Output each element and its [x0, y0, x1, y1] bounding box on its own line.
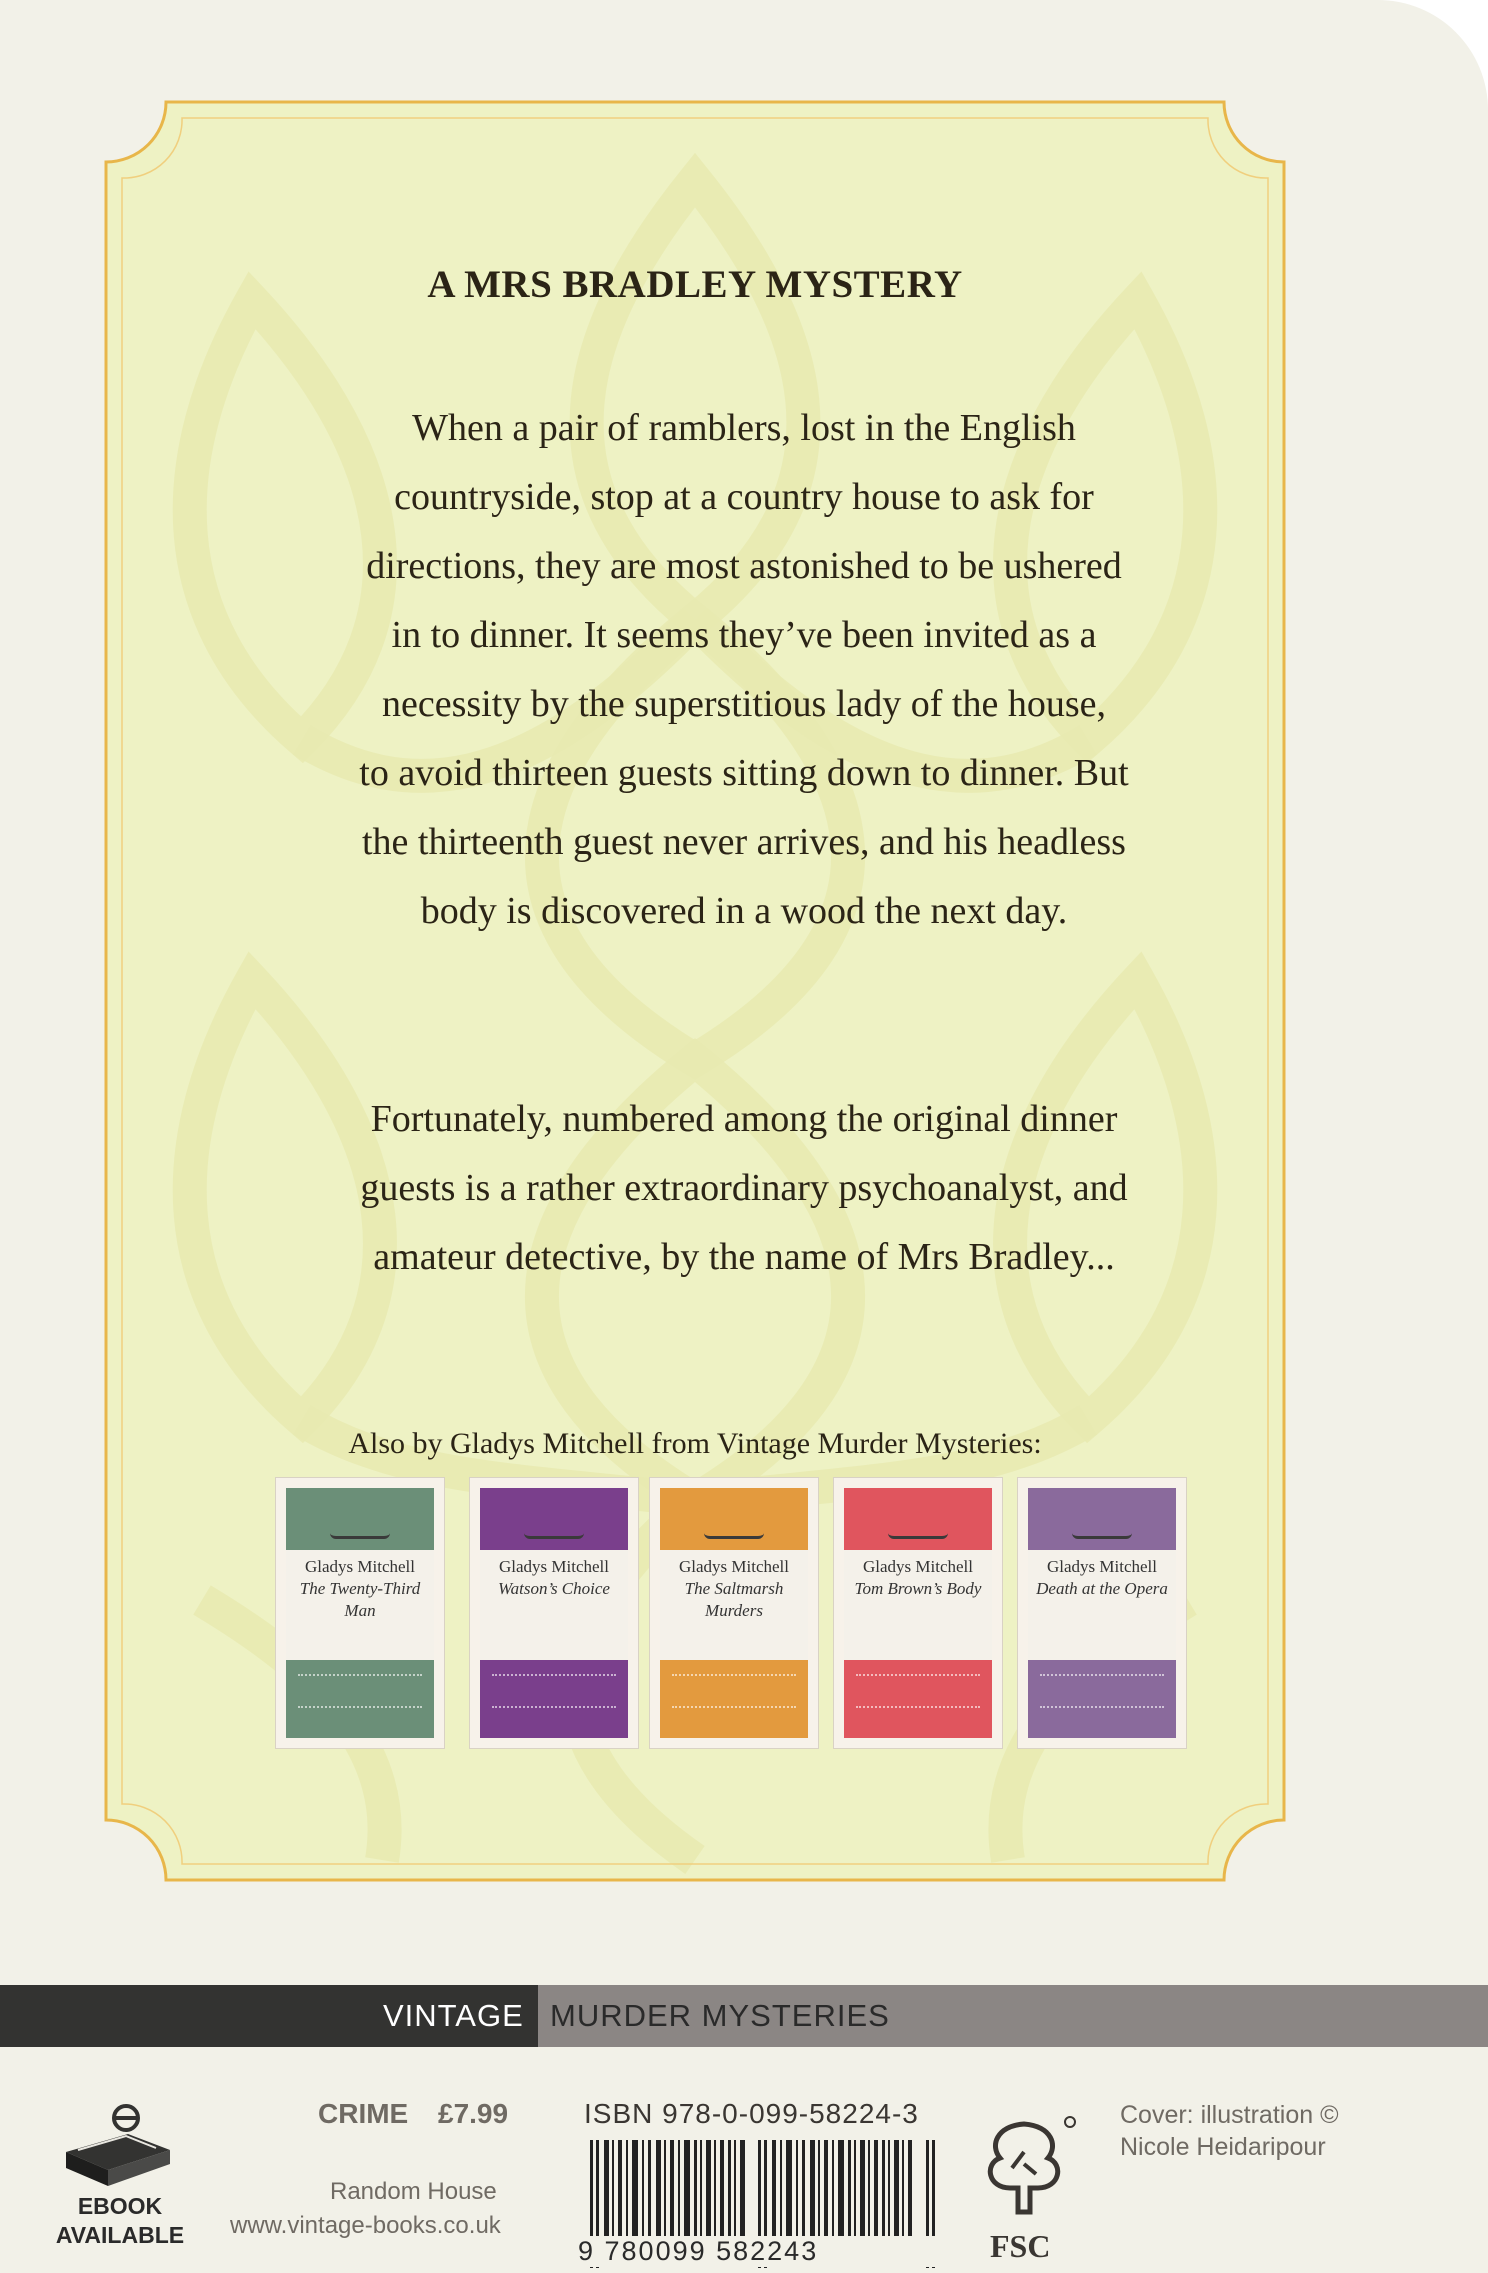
imprint-name: VINTAGE [383, 1998, 524, 2033]
book-top-band [1028, 1488, 1176, 1550]
book-label [480, 1550, 628, 1660]
book-top-band [660, 1488, 808, 1550]
book-author: Gladys Mitchell [862, 1557, 973, 1576]
cover-art-icon [704, 1506, 764, 1539]
publisher-name: Random House [330, 2178, 497, 2205]
book-thumbnail-saltmarsh-murders[interactable] [650, 1478, 818, 1748]
book-label [660, 1550, 808, 1660]
ebook-available-label [50, 2192, 190, 2250]
blurb-line: When a pair of ramblers, lost in the English [412, 407, 1076, 449]
book-thumbnail-death-at-the-opera[interactable] [1018, 1478, 1186, 1748]
blurb-line: Fortunately, numbered among the original dinner [370, 1098, 1118, 1140]
blurb-line: body is discovered in a wood the next day. [420, 890, 1068, 932]
book-bottom-band [480, 1660, 628, 1738]
also-by-label: Also by Gladys Mitchell from Vintage Murder Mysteries: [348, 1427, 1042, 1460]
blurb-line: directions, they are most astonished to be ushered [366, 545, 1122, 587]
price-label: £7.99 [438, 2098, 509, 2129]
book-author: Gladys Mitchell [304, 1557, 415, 1576]
blurb-line: amateur detective, by the name of Mrs Bradley... [373, 1236, 1115, 1278]
barcode-digits: 9 780099 582243 [578, 2236, 948, 2267]
book-title: Tom Brown’s Body [854, 1579, 982, 1598]
ebook-icon [58, 2100, 176, 2190]
cover-art-icon [1072, 1506, 1132, 1539]
cover-art-icon [330, 1506, 390, 1539]
book-top-band [480, 1488, 628, 1550]
book-label [1028, 1550, 1176, 1660]
book-bottom-band [286, 1660, 434, 1738]
publisher-website: www.vintage-books.co.uk [230, 2212, 501, 2239]
isbn-label: ISBN 978-0-099-58224-3 [584, 2098, 919, 2129]
blurb-line: the thirteenth guest never arrives, and his headless [362, 821, 1126, 863]
book-thumbnail-twenty-third-man[interactable] [276, 1478, 444, 1748]
book-bottom-band [844, 1660, 992, 1738]
book-author: Gladys Mitchell [1046, 1557, 1157, 1576]
book-label [844, 1550, 992, 1660]
blurb-line: in to dinner. It seems they’ve been invited as a [391, 614, 1097, 656]
genre-label: CRIME [318, 2098, 409, 2129]
book-thumbnail-watsons-choice[interactable] [470, 1478, 638, 1748]
blurb-paragraph-2 [240, 1085, 1248, 1292]
book-top-band [844, 1488, 992, 1550]
blurb-paragraph-1 [240, 394, 1248, 946]
book-title: The Saltmarsh Murders [684, 1579, 784, 1620]
series-heading: A MRS BRADLEY MYSTERY [427, 263, 963, 306]
book-quote [298, 1674, 422, 1708]
fsc-label: FSC [990, 2228, 1051, 2264]
book-label [286, 1550, 434, 1660]
book-author: Gladys Mitchell [678, 1557, 789, 1576]
blurb-line: necessity by the superstitious lady of the house, [382, 683, 1106, 725]
book-author: Gladys Mitchell [498, 1557, 609, 1576]
blurb-line: countryside, stop at a country house to ask for [394, 476, 1094, 518]
book-quote [856, 1674, 980, 1708]
fsc-tree-icon [966, 2112, 1082, 2222]
cover-credit: Cover: illustration © [1120, 2101, 1339, 2129]
book-bottom-band [660, 1660, 808, 1738]
book-thumbnail-tom-browns-body[interactable] [834, 1478, 1002, 1748]
series-strip [0, 1985, 1488, 2047]
book-quote [672, 1674, 796, 1708]
book-title: Watson’s Choice [498, 1579, 610, 1598]
book-title: The Twenty-Third Man [299, 1579, 421, 1620]
blurb-line: to avoid thirteen guests sitting down to dinner. But [359, 752, 1129, 794]
book-top-band [286, 1488, 434, 1550]
book-quote [1040, 1674, 1164, 1708]
book-title: Death at the Opera [1036, 1579, 1168, 1598]
book-bottom-band [1028, 1660, 1176, 1738]
series-name: MURDER MYSTERIES [550, 1998, 890, 2033]
cover-art-icon [524, 1506, 584, 1539]
cover-credit-name: Nicole Heidaripour [1120, 2133, 1326, 2161]
blurb-line: guests is a rather extraordinary psychoanalyst, and [360, 1167, 1128, 1209]
ebook-label-line: AVAILABLE [55, 2222, 185, 2248]
ebook-label-line: EBOOK [77, 2193, 163, 2219]
book-quote [492, 1674, 616, 1708]
cover-art-icon [888, 1506, 948, 1539]
